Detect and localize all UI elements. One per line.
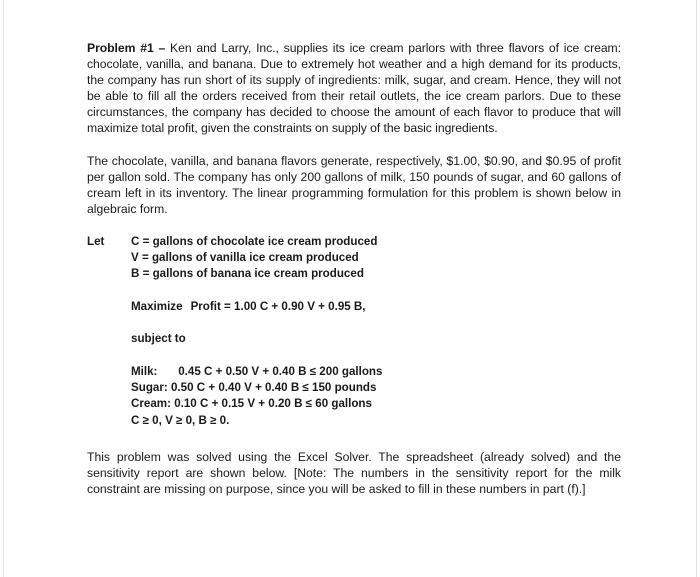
objective-keyword: Maximize bbox=[131, 299, 183, 313]
constraint-label: Milk: bbox=[131, 364, 158, 378]
constraint-sugar bbox=[131, 380, 621, 396]
subject-to-label: subject to bbox=[131, 331, 186, 345]
definition-chocolate: C = gallons of chocolate ice cream produced bbox=[131, 234, 378, 248]
objective-function bbox=[131, 299, 621, 315]
lp-formulation bbox=[87, 234, 621, 429]
definition-vanilla: V = gallons of vanilla ice cream produced bbox=[131, 251, 359, 265]
problem-statement-paragraph bbox=[87, 40, 621, 137]
document-content bbox=[87, 40, 621, 497]
constraint-list bbox=[131, 364, 621, 429]
variable-definitions bbox=[87, 234, 621, 283]
objective-expression: Profit = 1.00 C + 0.90 V + 0.95 B, bbox=[190, 299, 366, 313]
constraint-label: Sugar: bbox=[131, 381, 168, 395]
nonnegativity-constraint: C ≥ 0, V ≥ 0, B ≥ 0. bbox=[131, 413, 230, 427]
constraint-expression: 0.45 C + 0.50 V + 0.40 B ≤ 200 gallons bbox=[178, 364, 383, 378]
definition-list bbox=[131, 234, 377, 283]
constraint-expression: 0.10 C + 0.15 V + 0.20 B ≤ 60 gallons bbox=[174, 397, 372, 411]
constraint-milk bbox=[131, 364, 621, 380]
profit-inventory-paragraph: The chocolate, vanilla, and banana flavors generate, respectively, $1.00, $0.90, and $0.95 of profit per gallon sold. The company has only 200 gallons of milk, 150 pounds of sugar, and 60 gallons of cream left in its inventory. The linear programming formulation for this problem is shown below in algebraic form. bbox=[87, 153, 621, 216]
constraint-label: Cream: bbox=[131, 397, 171, 411]
problem-statement-text: Ken and Larry, Inc., supplies its ice cream parlors with three flavors of ice cream: chocolate, vanilla, and banana. Due to extremely hot weather and a high demand for its products, the company has run short of its supply of ingredients: milk, sugar, and cream. Hence, they will not be able to fill all the orders received from their retail outlets, the ice cream parlors. Due to these circumstances, the company has decided to choose the amount of each flavor to produce that will maximize total profit, given the constraints on supply of the basic ingredients. bbox=[87, 41, 621, 136]
document-page bbox=[3, 0, 697, 577]
problem-heading: Problem #1 – bbox=[87, 41, 166, 55]
solver-note-paragraph: This problem was solved using the Excel Solver. The spreadsheet (already solved) and the sensitivity report are shown below. [Note: The numbers in the sensitivity report for the milk constraint are missing on purpose, since you will be asked to fill in these numbers in part (f).] bbox=[87, 449, 621, 496]
let-label: Let bbox=[87, 234, 105, 248]
definition-banana: B = gallons of banana ice cream produced bbox=[131, 267, 364, 281]
constraint-cream bbox=[131, 396, 621, 412]
constraint-expression: 0.50 C + 0.40 V + 0.40 B ≤ 150 pounds bbox=[170, 381, 377, 395]
